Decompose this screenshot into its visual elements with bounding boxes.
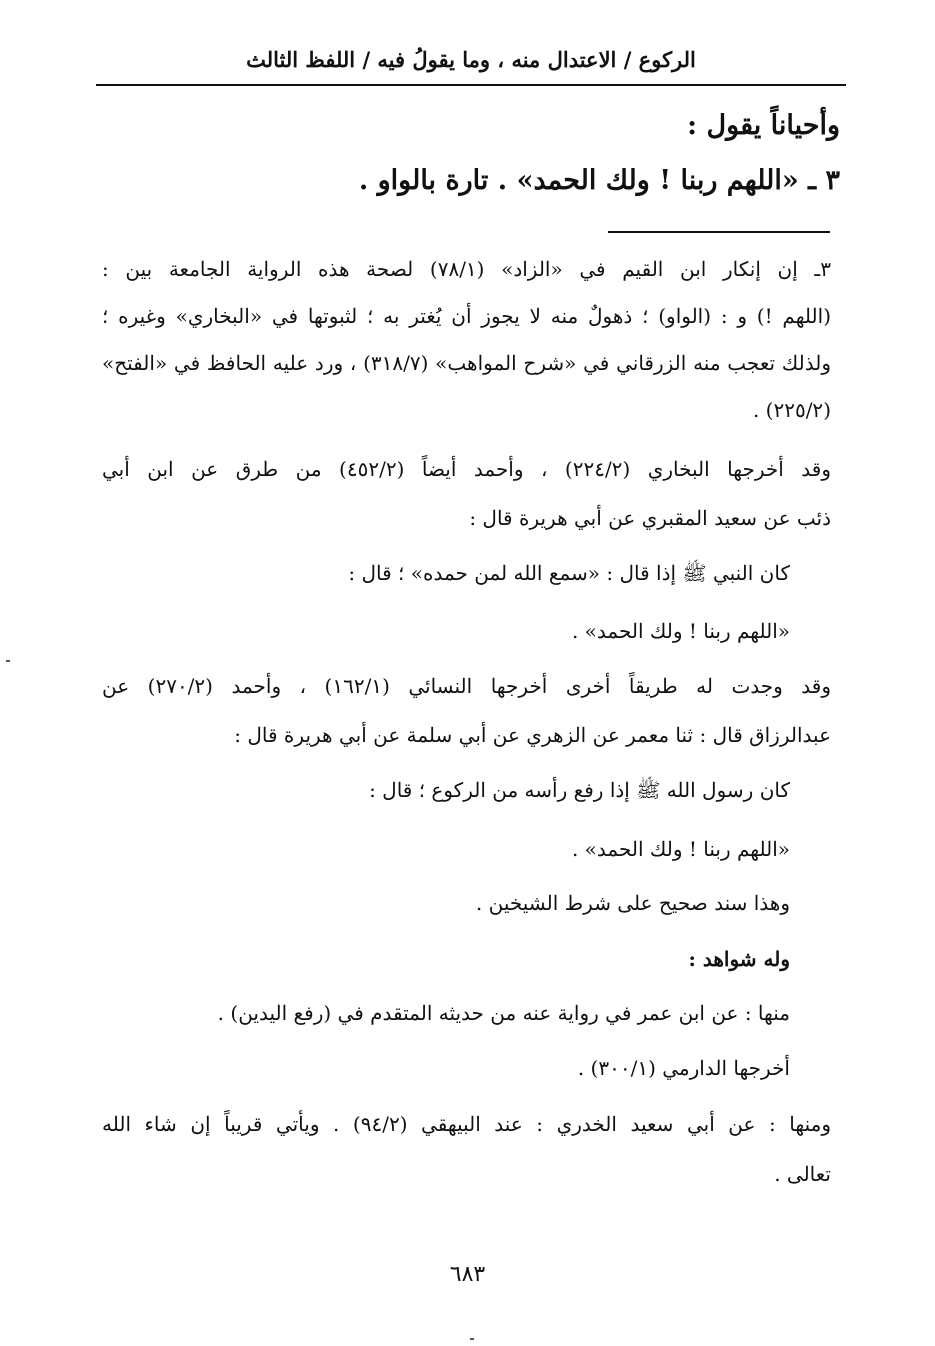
footnote-line: ذئب عن سعيد المقبري عن أبي هريرة قال : <box>469 506 831 530</box>
footnote-line: وهذا سند صحيح على شرط الشيخين . <box>475 891 790 915</box>
footnote-line: كان رسول الله ﷺ إذا رفع رأسه من الركوع ؛ قال : <box>369 778 790 802</box>
footnote-line: عبدالرزاق قال : ثنا معمر عن الزهري عن أبي سلمة عن أبي هريرة قال : <box>234 723 831 747</box>
scan-speck <box>6 660 10 662</box>
footnote-line: وله شواهد : <box>688 947 790 971</box>
footnote-line: تعالى . <box>774 1162 831 1186</box>
footnote-line: وقد أخرجها البخاري (٢٢٤/٢) ، وأحمد أيضاً (٤٥٢/٢) من طرق عن ابن أبي <box>102 457 831 481</box>
running-title: الركوع / الاعتدال منه ، وما يقولُ فيه / اللفظ الثالث <box>246 47 696 72</box>
footnote-line: «اللهم ربنا ! ولك الحمد» . <box>571 619 790 643</box>
footnote-line: وقد وجدت له طريقاً أخرى أخرجها النسائي (١٦٢/١) ، وأحمد (٢٧٠/٢) عن <box>102 674 831 698</box>
footnote-line: ٣ـ إن إنكار ابن القيم في «الزاد» (٧٨/١) لصحة هذه الرواية الجامعة بين : <box>102 257 831 281</box>
main-text-line: وأحياناً يقول : <box>687 110 840 141</box>
footnote-line: كان النبي ﷺ إذا قال : «سمع الله لمن حمده» ؛ قال : <box>348 561 790 585</box>
footnote-line: منها : عن ابن عمر في رواية عنه من حديثه المتقدم في (رفع اليدين) . <box>217 1001 790 1025</box>
footnote-line: ومنها : عن أبي سعيد الخدري : عند البيهقي (٩٤/٢) . ويأتي قريباً إن شاء الله <box>102 1112 831 1136</box>
footnote-line: (اللهم !) و : (الواو) ؛ ذهولٌ منه لا يجوز أن يُغتر به ؛ لثبوتها في «البخاري» وغيره ؛ <box>102 304 831 328</box>
footnote-line: (٢٢٥/٢) . <box>752 398 831 422</box>
footnote-line: «اللهم ربنا ! ولك الحمد» . <box>571 837 790 861</box>
footnote-line: أخرجها الدارمي (٣٠٠/١) . <box>577 1056 790 1080</box>
main-text-line: ٣ ـ «اللهم ربنا ! ولك الحمد» . تارة بالواو . <box>358 165 840 196</box>
running-header <box>96 44 846 86</box>
footnote-line: ولذلك تعجب منه الزرقاني في «شرح المواهب» (٣١٨/٧) ، ورد عليه الحافظ في «الفتح» <box>102 351 831 375</box>
page-number: ٦٨٣ <box>449 1262 486 1287</box>
scan-speck <box>470 1338 474 1340</box>
footnote-separator <box>608 231 830 233</box>
